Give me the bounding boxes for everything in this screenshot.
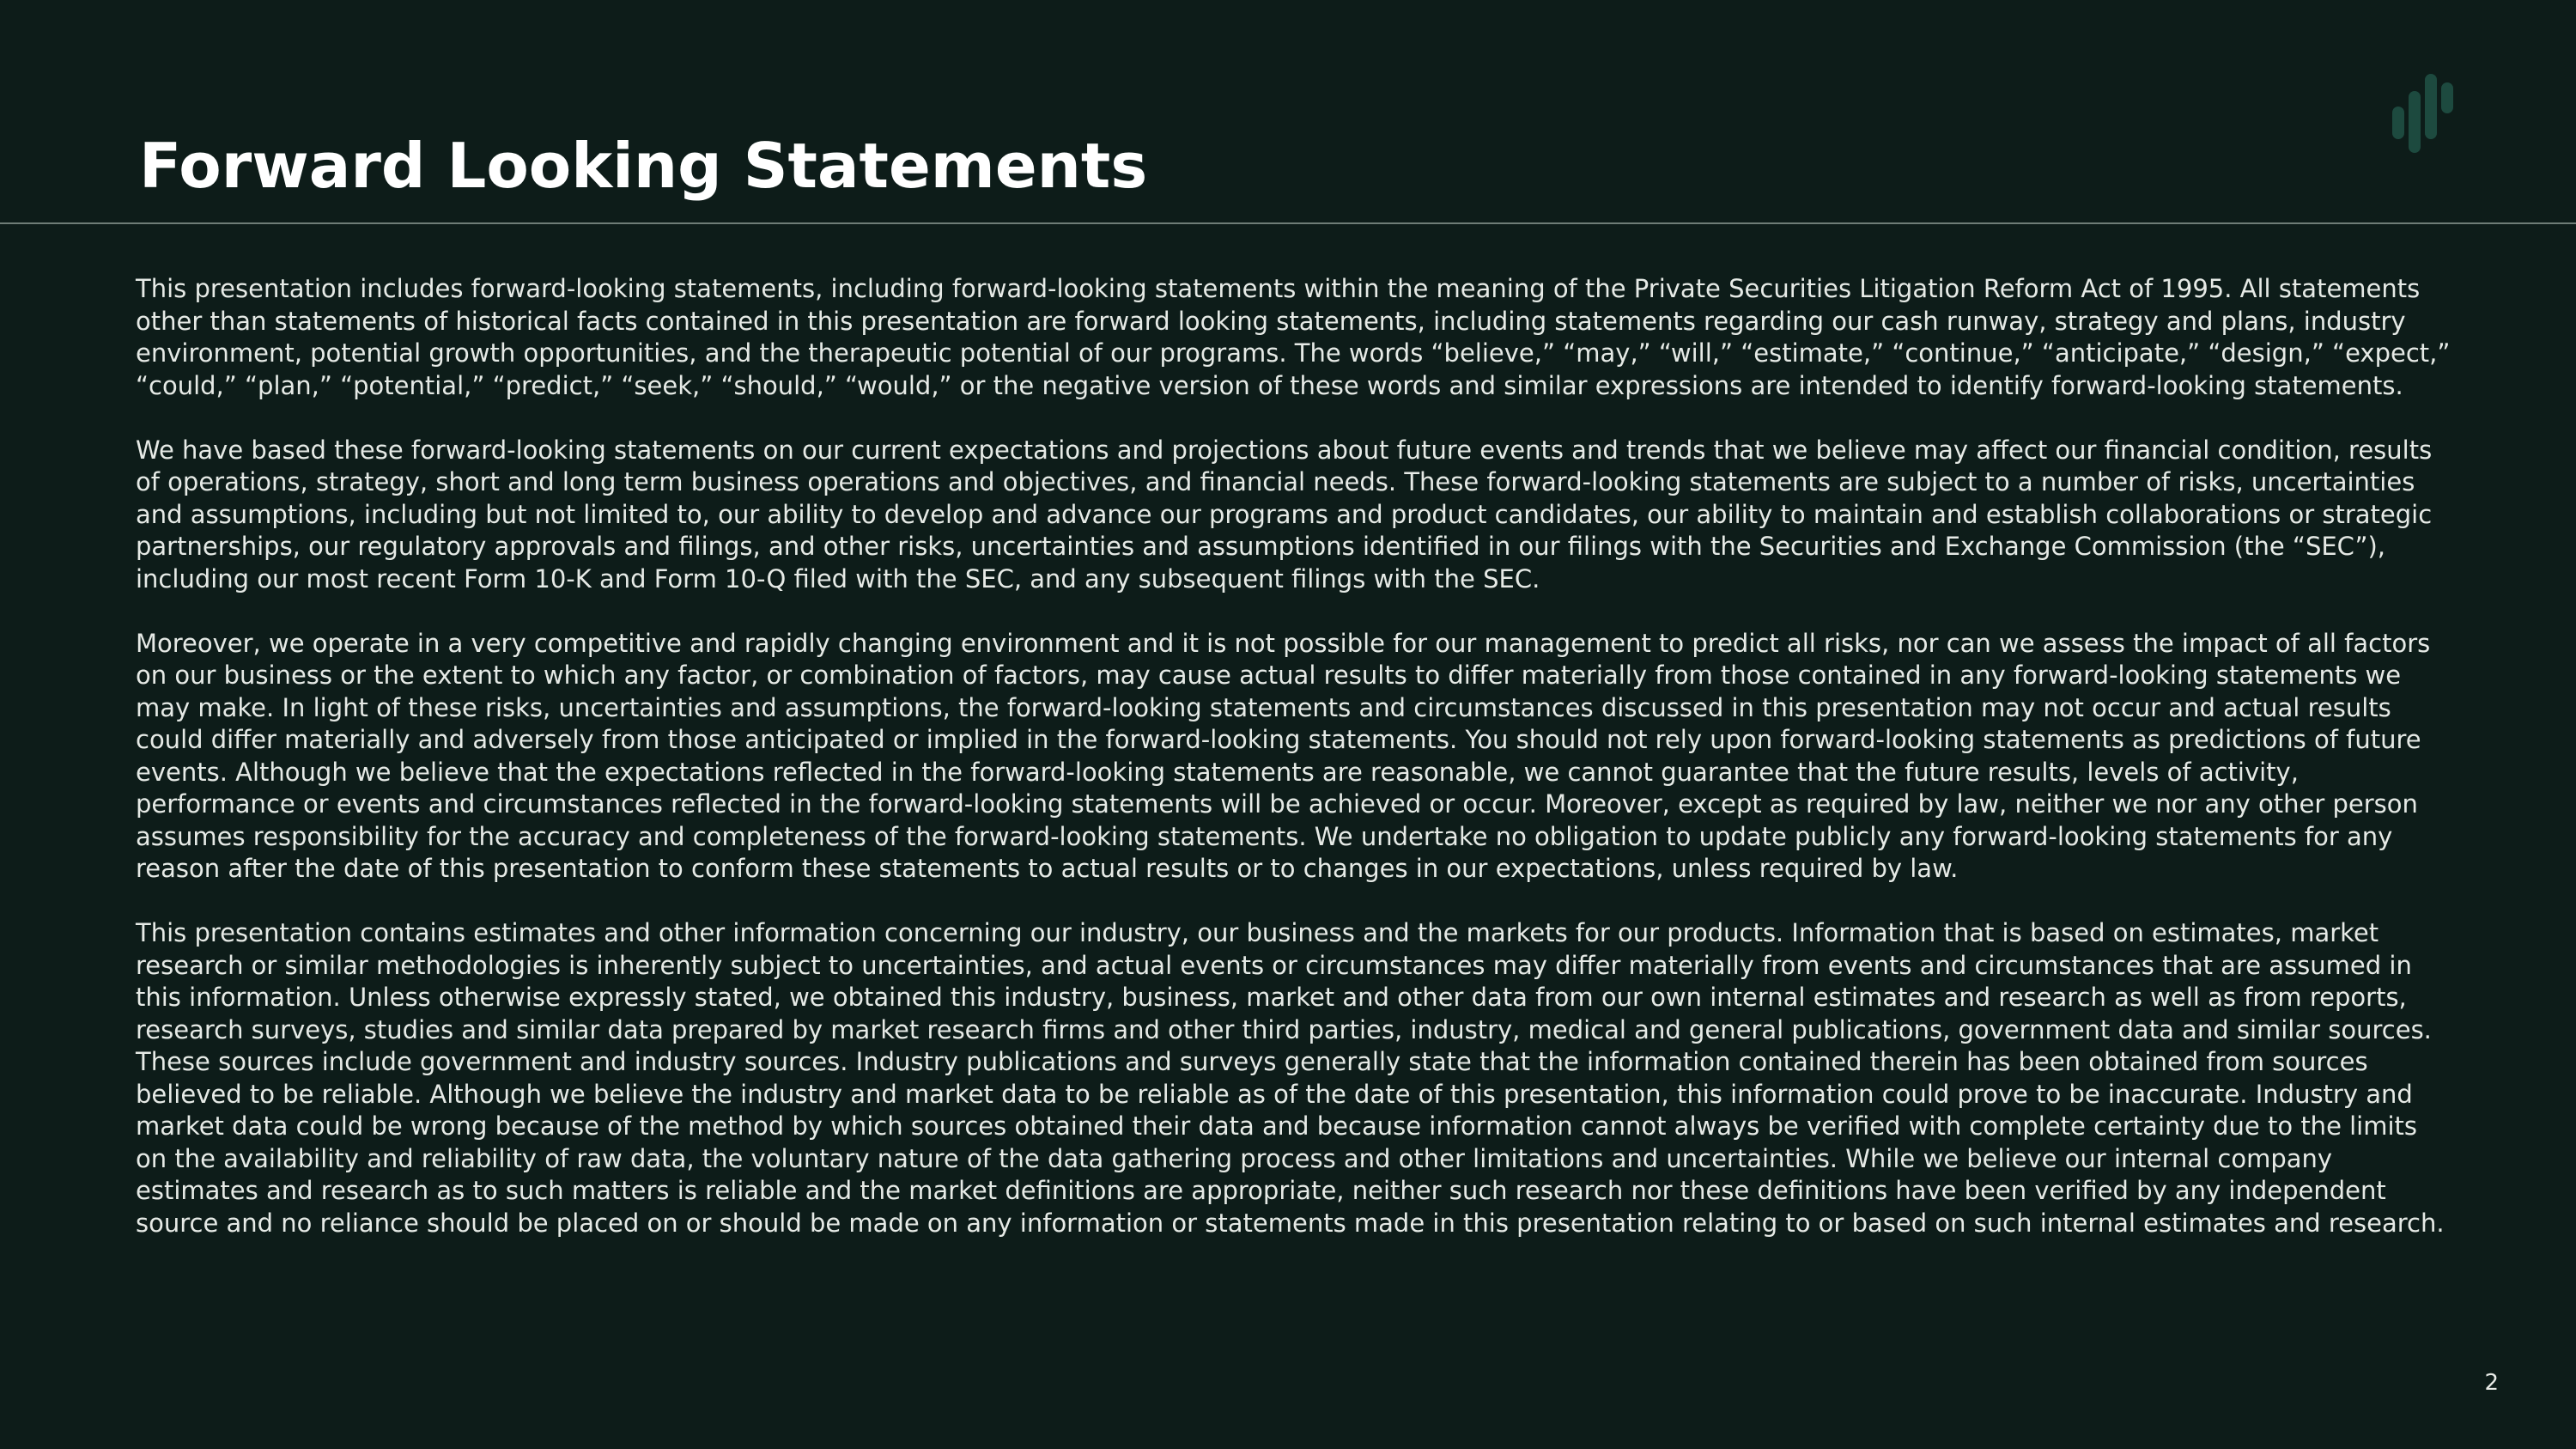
paragraph-competitive-environment: Moreover, we operate in a very competitive and rapidly changing environment and it is not possible for our management to predict all risks, nor can we assess the impact of all factors on our business or the extent to which any factor, or combination of factors, may cause actual results to differ materially from those contained in any forward-looking statements we may make. In light of these risks, uncertainties and assumptions, the forward-looking statements and circumstances discussed in this presentation may not occur and actual results could differ materially and adversely from those anticipated or implied in the forward-looking statements. You should not rely upon forward-looking statements as predictions of future events. Although we believe that the expectations reflected in the forward-looking statements are reasonable, we cannot guarantee that the future results, levels of activity, performance or events and circumstances reflected in the forward-looking statements will be achieved or occur. Moreover, except as required by law, neither we nor any other person assumes responsibility for the accuracy and completeness of the forward-looking statements. We undertake no obligation to update publicly any forward-looking statements for any reason after the date of this presentation to conform these statements to actual results or to changes in our expectations, unless required by law. [136, 628, 2431, 883]
disclaimer-body [136, 273, 2454, 1239]
slide-title: Forward Looking Statements [139, 130, 1148, 202]
signal-bars-logo-icon [2392, 69, 2454, 156]
paragraph-basis-and-risks: We have based these forward-looking statements on our current expectations and projections about future events and trends that we believe may affect our financial condition, results of operations, strategy, short and long term business operations and objectives, and financial needs. These forward-looking statements are subject to a number of risks, uncertainties and assumptions, including but not limited to, our ability to develop and advance our programs and product candidates, our ability to maintain and establish collaborations or strategic partnerships, our regulatory approvals and filings, and other risks, uncertainties and assumptions identified in our filings with the Securities and Exchange Commission (the “SEC”), including our most recent Form 10-K and Form 10-Q filed with the SEC, and any subsequent filings with the SEC. [136, 435, 2433, 594]
paragraph-forward-looking-intro: This presentation includes forward-looking statements, including forward-looking statements within the meaning of the Private Securities Litigation Reform Act of 1995. All statements other than statements of historical facts contained in this presentation are forward looking statements, including statements regarding our cash runway, strategy and plans, industry environment, potential growth opportunities, and the therapeutic potential of our programs. The words “believe,” “may,” “will,” “estimate,” “continue,” “anticipate,” “design,” “expect,” “could,” “plan,” “potential,” “predict,” “seek,” “should,” “would,” or the negative version of these words and similar expressions are intended to identify forward-looking statements. [136, 274, 2451, 400]
paragraph-market-data: This presentation contains estimates and other information concerning our industry, our business and the markets for our products. Information that is based on estimates, market research or similar methodologies is inherently subject to uncertainties, and actual events or circumstances may differ materially from events and circumstances that are assumed in this information. Unless otherwise expressly stated, we obtained this industry, business, market and other data from our own internal estimates and research as well as from reports, research surveys, studies and similar data prepared by market research firms and other third parties, industry, medical and general publications, government data and similar sources. These sources include government and industry sources. Industry publications and surveys generally state that the information contained therein has been obtained from sources believed to be reliable. Although we believe the industry and market data to be reliable as of the date of this presentation, this information could prove to be inaccurate. Industry and market data could be wrong because of the method by which sources obtained their data and because information cannot always be verified with complete certainty due to the limits on the availability and reliability of raw data, the voluntary nature of the data gathering process and other limitations and uncertainties. While we believe our internal company estimates and research as to such matters is reliable and the market definitions are appropriate, neither such research nor these definitions have been verified by any independent source and no reliance should be placed on or should be made on any information or statements made in this presentation relating to or based on such internal estimates and research. [136, 918, 2445, 1238]
title-divider [0, 222, 2576, 224]
page-number: 2 [2484, 1370, 2499, 1396]
